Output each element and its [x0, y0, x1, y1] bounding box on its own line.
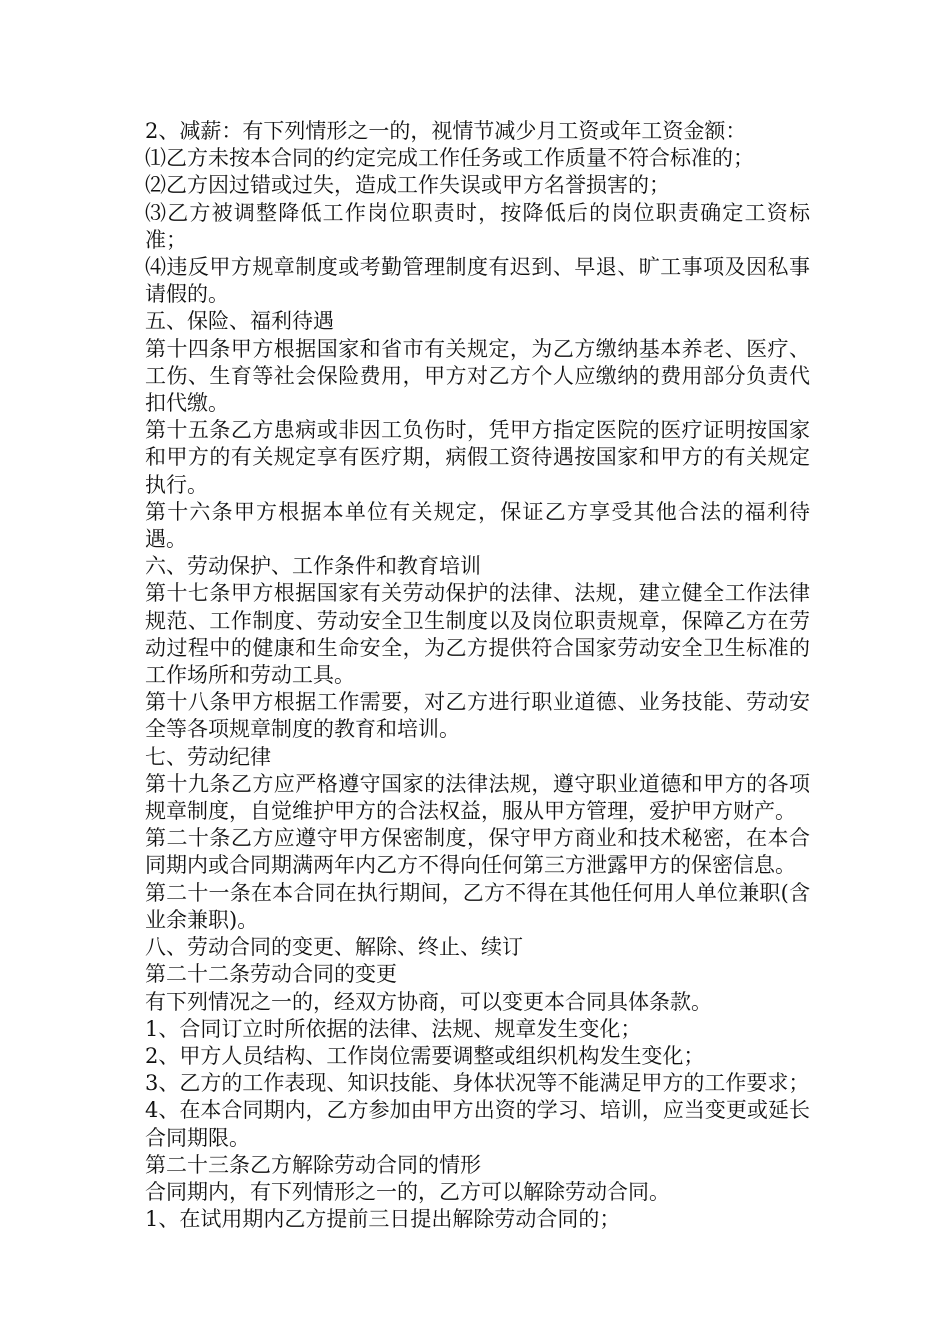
- section-heading-labor-protection: 六、劳动保护、工作条件和教育培训: [145, 554, 481, 579]
- article-22-item-4: 4、在本合同期内，乙方参加由甲方出资的学习、培训，应当变更或延长合同期限。: [145, 1098, 810, 1150]
- article-22-title: 第二十二条劳动合同的变更: [145, 962, 397, 987]
- article-23-item-1: 1、在试用期内乙方提前三日提出解除劳动合同的；: [145, 1207, 621, 1232]
- paragraph-pay-cut-item-3: ⑶乙方被调整降低工作岗位职责时，按降低后的岗位职责确定工资标准；: [145, 200, 810, 252]
- paragraph-pay-cut-item-4: ⑷违反甲方规章制度或考勤管理制度有迟到、早退、旷工事项及因私事请假的。: [145, 255, 810, 307]
- section-heading-contract-changes: 八、劳动合同的变更、解除、终止、续订: [145, 935, 523, 960]
- article-19: 第十九条乙方应严格遵守国家的法律法规，遵守职业道德和甲方的各项规章制度，自觉维护甲方的合法权益，服从甲方管理，爱护甲方财产。: [145, 771, 810, 824]
- section-heading-insurance: 五、保险、福利待遇: [145, 309, 334, 334]
- article-16: 第十六条甲方根据本单位有关规定，保证乙方享受其他合法的福利待遇。: [145, 499, 810, 552]
- section-heading-discipline: 七、劳动纪律: [145, 744, 271, 769]
- article-17: 第十七条甲方根据国家有关劳动保护的法律、法规，建立健全工作法律规范、工作制度、劳动安全卫生制度以及岗位职责规章，保障乙方在劳动过程中的健康和生命安全，为乙方提供符合国家劳动安全卫生标准的工作场所和劳动工具。: [145, 581, 810, 688]
- article-15: 第十五条乙方患病或非因工负伤时，凭甲方指定医院的医疗证明按国家和甲方的有关规定享有医疗期，病假工资待遇按国家和甲方的有关规定执行。: [145, 418, 810, 497]
- article-22-item-3: 3、乙方的工作表现、知识技能、身体状况等不能满足甲方的工作要求；: [145, 1071, 810, 1096]
- article-22-intro: 有下列情况之一的，经双方协商，可以变更本合同具体条款。: [145, 989, 712, 1014]
- paragraph-pay-cut-item-2: ⑵乙方因过错或过失，造成工作失误或甲方名誉损害的；: [145, 173, 670, 198]
- paragraph-pay-cut-item-1: ⑴乙方未按本合同的约定完成工作任务或工作质量不符合标准的；: [145, 146, 754, 171]
- article-22-item-2: 2、甲方人员结构、工作岗位需要调整或组织机构发生变化；: [145, 1043, 705, 1068]
- article-22-item-1: 1、合同订立时所依据的法律、法规、规章发生变化；: [145, 1016, 642, 1041]
- article-18: 第十八条甲方根据工作需要，对乙方进行职业道德、业务技能、劳动安全等各项规章制度的教育和培训。: [145, 690, 810, 742]
- article-21: 第二十一条在本合同在执行期间，乙方不得在其他任何用人单位兼职(含业余兼职)。: [145, 880, 810, 932]
- article-23-title: 第二十三条乙方解除劳动合同的情形: [145, 1152, 481, 1177]
- article-23-intro: 合同期内，有下列情形之一的，乙方可以解除劳动合同。: [145, 1179, 670, 1204]
- article-20: 第二十条乙方应遵守甲方保密制度，保守甲方商业和技术秘密，在本合同期内或合同期满两年内乙方不得向任何第三方泄露甲方的保密信息。: [145, 826, 810, 878]
- document-body: [145, 118, 810, 1233]
- paragraph-pay-cut-heading: 2、减薪：有下列情形之一的，视情节减少月工资或年工资金额：: [145, 119, 747, 143]
- article-14: 第十四条甲方根据国家和省市有关规定，为乙方缴纳基本养老、医疗、工伤、生育等社会保险费用，甲方对乙方个人应缴纳的费用部分负责代扣代缴。: [145, 336, 810, 416]
